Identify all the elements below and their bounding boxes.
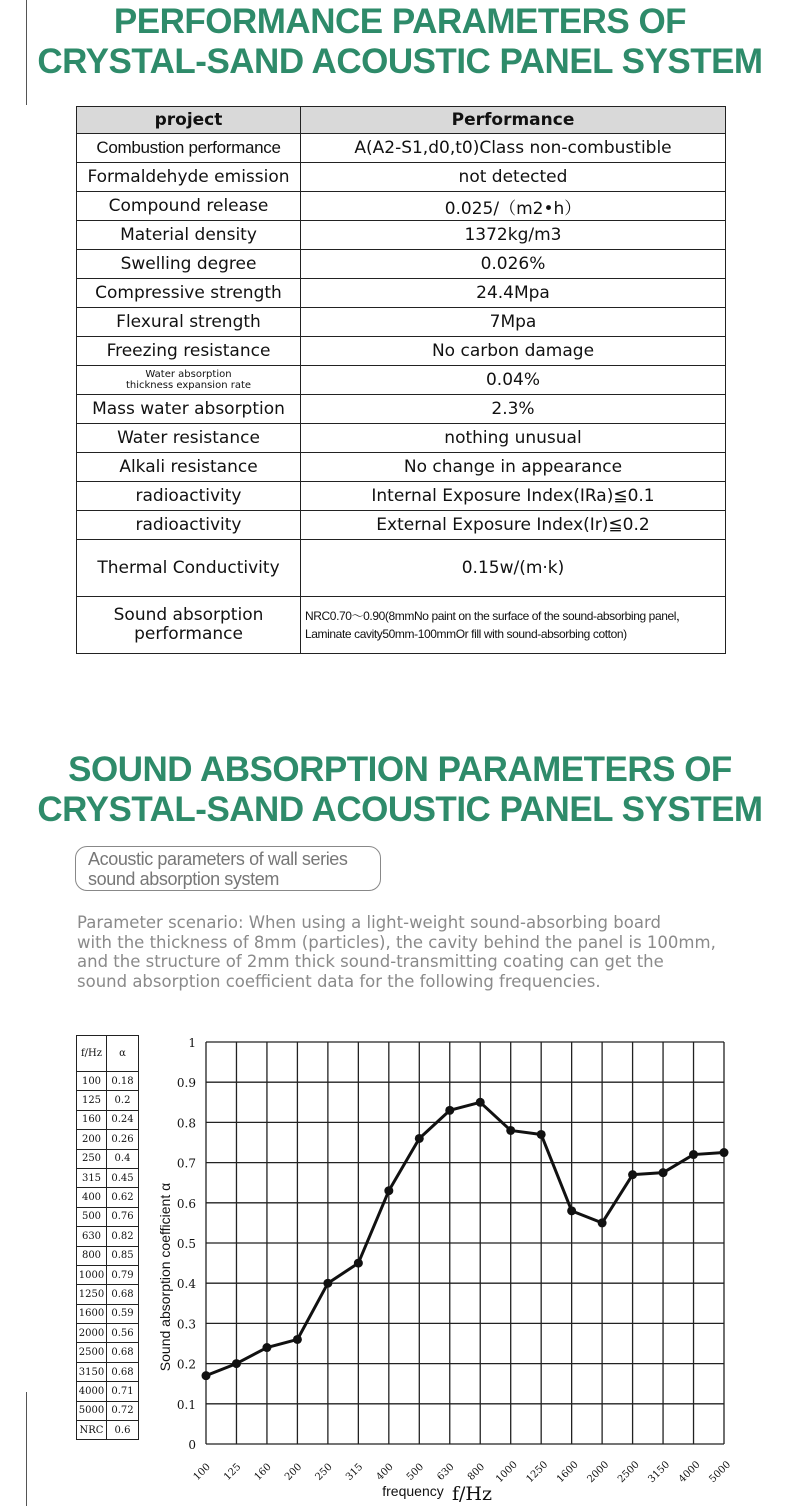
alpha-cell: 0.26 xyxy=(107,1130,139,1149)
alpha-cell: 0.79 xyxy=(107,1265,139,1284)
project-cell: Compound release xyxy=(77,192,301,221)
performance-cell: 0.026% xyxy=(301,250,726,279)
data-point xyxy=(567,1206,576,1215)
x-tick-label: 1250 xyxy=(524,1459,551,1486)
data-point xyxy=(384,1186,393,1195)
x-tick-label: 200 xyxy=(283,1461,305,1483)
x-tick-label: 2000 xyxy=(585,1459,612,1486)
x-tick-label: 1000 xyxy=(494,1459,520,1486)
table-row xyxy=(77,395,726,424)
alpha-cell: 0.56 xyxy=(107,1324,139,1343)
data-point xyxy=(689,1150,698,1159)
freq-cell: 315 xyxy=(77,1168,107,1187)
performance-cell: nothing unusual xyxy=(301,424,726,453)
data-point xyxy=(628,1170,637,1179)
x-tick-label: 125 xyxy=(222,1461,244,1483)
x-tick-label: 400 xyxy=(374,1461,396,1483)
table-row xyxy=(77,250,726,279)
project-cell: radioactivity xyxy=(77,482,301,511)
performance-cell: 0.025/（m2•h） xyxy=(301,192,726,221)
pill-line: sound absorption system xyxy=(88,869,279,889)
y-tick-label: 0.3 xyxy=(176,1317,196,1332)
x-axis-label-prefix: frequency xyxy=(382,1483,444,1499)
parameter-scenario-text xyxy=(77,913,757,991)
performance-cell: 1372kg/m3 xyxy=(301,221,726,250)
x-tick-label: 1600 xyxy=(554,1459,581,1486)
header-performance: Performance xyxy=(301,107,726,134)
header-project: project xyxy=(77,107,301,134)
table-row xyxy=(77,424,726,453)
alpha-cell: 0.4 xyxy=(107,1149,139,1168)
freq-header: f/Hz xyxy=(77,1036,107,1072)
x-tick-label: 100 xyxy=(191,1461,213,1483)
table-row xyxy=(77,337,726,366)
data-point xyxy=(598,1218,607,1227)
project-cell: Water resistance xyxy=(77,424,301,453)
freq-cell: NRC xyxy=(77,1421,107,1440)
freq-cell: 5000 xyxy=(77,1401,107,1420)
y-tick-label: 0.4 xyxy=(176,1277,196,1292)
y-tick-label: 1 xyxy=(188,1036,196,1050)
system-label-pill xyxy=(75,846,381,891)
project-cell-line: performance xyxy=(134,624,243,644)
table-row xyxy=(77,279,726,308)
data-point xyxy=(293,1335,302,1344)
freq-cell: 4000 xyxy=(77,1382,107,1401)
project-cell-line: Sound absorption xyxy=(113,605,264,625)
title-line: SOUND ABSORPTION PARAMETERS OF xyxy=(68,750,732,789)
x-axis-label: f/Hz xyxy=(452,1483,493,1505)
y-tick-label: 0.9 xyxy=(176,1076,196,1091)
x-tick-label: 500 xyxy=(404,1461,427,1483)
project-cell: Swelling degree xyxy=(77,250,301,279)
alpha-cell: 0.71 xyxy=(107,1382,139,1401)
freq-cell: 1000 xyxy=(77,1265,107,1284)
performance-cell xyxy=(301,597,726,654)
pill-line: Acoustic parameters of wall series xyxy=(88,849,348,869)
performance-cell: 0.15w/(m·k) xyxy=(301,540,726,597)
table-row xyxy=(77,540,726,597)
data-point xyxy=(232,1359,241,1368)
y-axis-label: Sound absorption coefficient α xyxy=(157,1182,173,1372)
y-tick-label: 0.7 xyxy=(176,1156,196,1171)
alpha-cell: 0.2 xyxy=(107,1091,139,1110)
freq-cell: 3150 xyxy=(77,1362,107,1381)
y-tick-label: 0.8 xyxy=(176,1116,196,1131)
data-point xyxy=(720,1148,729,1157)
series-line xyxy=(206,1102,724,1375)
project-cell xyxy=(77,366,301,395)
project-cell: Material density xyxy=(77,221,301,250)
freq-cell: 125 xyxy=(77,1091,107,1110)
paragraph-line: Parameter scenario: When using a light-weight sound-absorbing board xyxy=(77,913,661,932)
freq-cell: 160 xyxy=(77,1110,107,1129)
performance-cell: No carbon damage xyxy=(301,337,726,366)
freq-cell: 400 xyxy=(77,1188,107,1207)
project-cell: radioactivity xyxy=(77,511,301,540)
performance-cell: External Exposure Index(Ir)≦0.2 xyxy=(301,511,726,540)
sound-absorption-title xyxy=(0,750,800,830)
alpha-header: α xyxy=(107,1036,139,1072)
performance-table xyxy=(76,106,726,654)
data-point xyxy=(506,1126,515,1135)
x-tick-label: 315 xyxy=(343,1461,366,1483)
x-tick-label: 160 xyxy=(252,1461,274,1483)
x-tick-label: 800 xyxy=(465,1461,488,1483)
freq-cell: 1250 xyxy=(77,1285,107,1304)
alpha-cell: 0.68 xyxy=(107,1362,139,1381)
table-row xyxy=(77,366,726,395)
table-row xyxy=(77,482,726,511)
paragraph-line: with the thickness of 8mm (particles), the cavity behind the panel is 100mm, xyxy=(77,932,716,952)
performance-cell: 2.3% xyxy=(301,395,726,424)
performance-cell: A(A2-S1,d0,t0)Class non-combustible xyxy=(301,134,726,163)
project-cell-line: Water absorption xyxy=(145,369,232,380)
performance-cell: 24.4Mpa xyxy=(301,279,726,308)
freq-cell: 200 xyxy=(77,1130,107,1149)
x-tick-label: 2500 xyxy=(615,1459,642,1486)
table-row xyxy=(77,163,726,192)
alpha-cell: 0.85 xyxy=(107,1246,139,1265)
freq-cell: 500 xyxy=(77,1207,107,1226)
x-tick-label: 4000 xyxy=(676,1459,703,1486)
freq-cell: 100 xyxy=(77,1072,107,1091)
performance-cell: Internal Exposure Index(IRa)≦0.1 xyxy=(301,482,726,511)
table-row xyxy=(77,134,726,163)
project-cell: Compressive strength xyxy=(77,279,301,308)
project-cell xyxy=(77,597,301,654)
y-tick-label: 0 xyxy=(188,1438,196,1452)
data-point xyxy=(323,1279,332,1288)
table-row xyxy=(77,511,726,540)
table-row xyxy=(77,308,726,337)
y-tick-label: 0.6 xyxy=(176,1196,196,1211)
x-tick-label: 250 xyxy=(313,1461,335,1483)
performance-cell: No change in appearance xyxy=(301,453,726,482)
freq-cell: 2000 xyxy=(77,1324,107,1343)
absorption-chart xyxy=(0,1030,800,1506)
data-point xyxy=(354,1259,363,1268)
alpha-cell: 0.68 xyxy=(107,1343,139,1362)
project-cell: Mass water absorption xyxy=(77,395,301,424)
performance-cell: not detected xyxy=(301,163,726,192)
data-point xyxy=(445,1106,454,1115)
performance-title xyxy=(0,2,800,82)
table-row xyxy=(77,597,726,654)
performance-cell: 7Mpa xyxy=(301,308,726,337)
freq-cell: 1600 xyxy=(77,1304,107,1323)
title-line: PERFORMANCE PARAMETERS OF xyxy=(113,2,687,41)
alpha-cell: 0.45 xyxy=(107,1168,139,1187)
alpha-cell: 0.68 xyxy=(107,1285,139,1304)
data-point xyxy=(476,1098,485,1107)
paragraph-line: and the structure of 2mm thick sound-transmitting coating can get the xyxy=(77,952,664,971)
project-cell: Combustion performance xyxy=(77,134,301,163)
x-tick-label: 5000 xyxy=(707,1459,734,1486)
alpha-cell: 0.18 xyxy=(107,1072,139,1091)
data-point xyxy=(262,1343,271,1352)
alpha-cell: 0.76 xyxy=(107,1207,139,1226)
project-cell: Flexural strength xyxy=(77,308,301,337)
paragraph-line: sound absorption coefficient data for the following frequencies. xyxy=(77,971,601,991)
data-point xyxy=(202,1371,211,1380)
alpha-cell: 0.72 xyxy=(107,1401,139,1420)
table-header-row xyxy=(77,107,726,134)
project-cell: Freezing resistance xyxy=(77,337,301,366)
alpha-cell: 0.6 xyxy=(107,1421,139,1440)
freq-cell: 250 xyxy=(77,1149,107,1168)
freq-cell: 800 xyxy=(77,1246,107,1265)
y-tick-label: 0.5 xyxy=(176,1237,196,1251)
alpha-cell: 0.24 xyxy=(107,1110,139,1129)
freq-cell: 630 xyxy=(77,1227,107,1246)
y-tick-label: 0.2 xyxy=(176,1357,196,1372)
table-row xyxy=(77,192,726,221)
table-row xyxy=(77,453,726,482)
freq-cell: 2500 xyxy=(77,1343,107,1362)
project-cell-line: thickness expansion rate xyxy=(125,380,252,391)
performance-cell: 0.04% xyxy=(301,366,726,395)
title-line: CRYSTAL-SAND ACOUSTIC PANEL SYSTEM xyxy=(37,42,763,81)
x-tick-label: 3150 xyxy=(646,1459,673,1486)
project-cell: Formaldehyde emission xyxy=(77,163,301,192)
project-cell: Thermal Conductivity xyxy=(77,540,301,597)
project-cell: Alkali resistance xyxy=(77,453,301,482)
data-point xyxy=(415,1134,424,1143)
alpha-cell: 0.59 xyxy=(107,1304,139,1323)
performance-cell-line: Laminate cavity50mm-100mmOr fill with sound-absorbing cotton) xyxy=(305,627,627,641)
data-point xyxy=(659,1168,668,1177)
y-tick-label: 0.1 xyxy=(176,1397,196,1412)
data-point xyxy=(537,1130,546,1139)
x-tick-label: 630 xyxy=(435,1461,457,1483)
alpha-cell: 0.62 xyxy=(107,1188,139,1207)
table-row xyxy=(77,221,726,250)
alpha-cell: 0.82 xyxy=(107,1227,139,1246)
title-line: CRYSTAL-SAND ACOUSTIC PANEL SYSTEM xyxy=(37,790,763,829)
performance-cell-line: NRC0.70～0.90(8mmNo paint on the surface of the sound-absorbing panel， xyxy=(305,609,688,623)
